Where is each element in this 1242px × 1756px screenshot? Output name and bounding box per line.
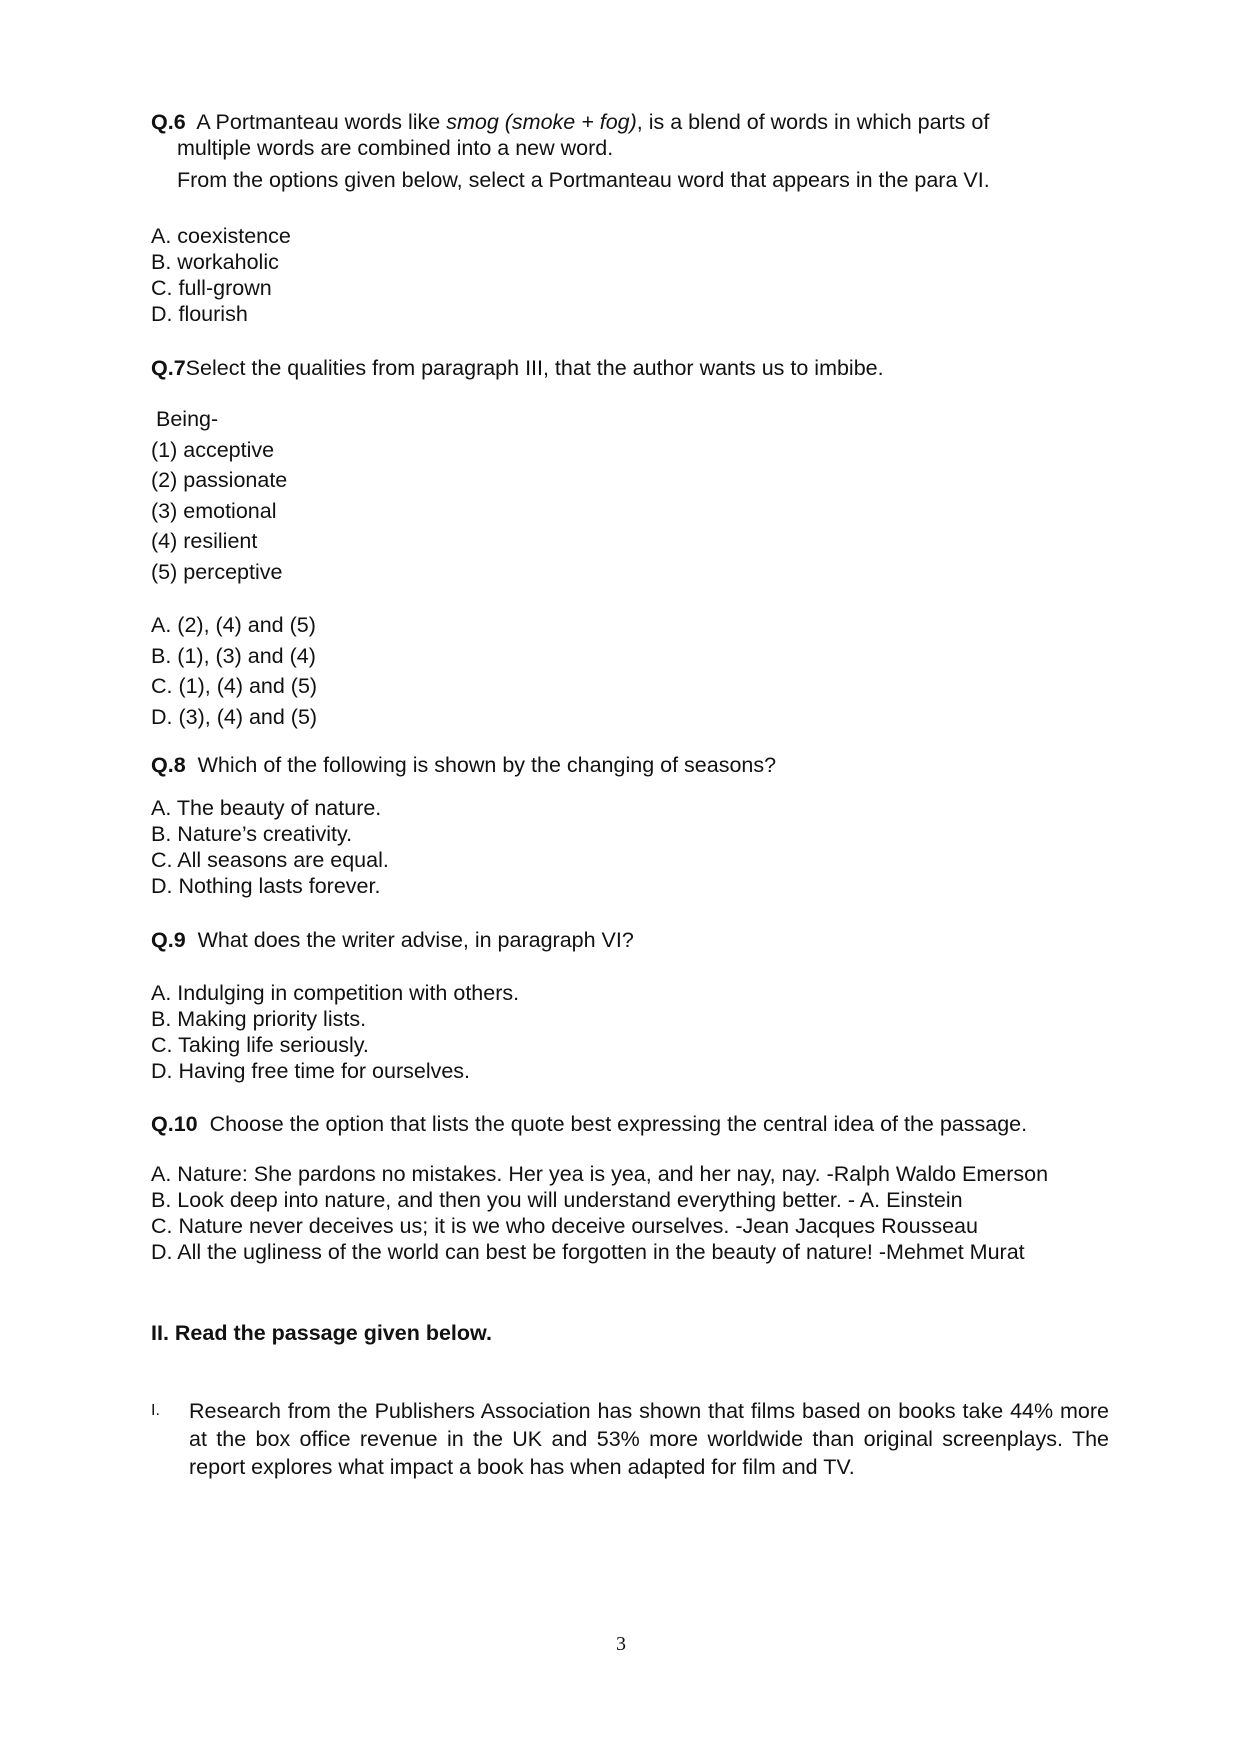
question-stem-line2: multiple words are combined into a new word.: [177, 136, 614, 160]
question-7-qualities: [151, 404, 1121, 587]
option-d: D. Having free time for ourselves.: [151, 1059, 471, 1083]
question-8: [151, 752, 1121, 778]
question-stem: A Portmanteau words like: [196, 110, 441, 134]
option-d: D. (3), (4) and (5): [151, 704, 318, 729]
paragraph-number: I.: [151, 1402, 160, 1419]
option-c: C. full-grown: [151, 276, 272, 300]
question-7: [151, 355, 1121, 381]
example-word: smog (smoke + fog): [446, 110, 637, 134]
question-stem: What does the writer advise, in paragraph VI?: [197, 928, 634, 952]
option-d: D. flourish: [151, 302, 248, 326]
section-heading: II. Read the passage given below.: [151, 1321, 492, 1345]
option-a: A. (2), (4) and (5): [151, 613, 316, 637]
option-c: C. All seasons are equal.: [151, 848, 389, 872]
question-6: [151, 109, 1121, 193]
question-stem: Select the qualities from paragraph III, that the author wants us to imbibe.: [185, 356, 884, 380]
option-c: C. Taking life seriously.: [151, 1033, 369, 1057]
question-8-options: [151, 795, 1121, 899]
question-stem-cont: , is a blend of words in which parts of: [636, 110, 990, 134]
quality-item: (2) passionate: [151, 468, 288, 492]
question-number: Q.10: [151, 1112, 198, 1136]
option-a: A. coexistence: [151, 224, 291, 248]
option-a: A. Nature: She pardons no mistakes. Her yea is yea, and her nay, nay. -Ralph Waldo Emerson: [151, 1162, 1049, 1186]
quality-item: (5) perceptive: [151, 559, 283, 584]
question-9-options: [151, 980, 1121, 1084]
quality-item: (4) resilient: [151, 529, 258, 553]
qualities-lead: Being-: [156, 407, 219, 431]
option-b: B. Making priority lists.: [151, 1007, 367, 1031]
option-b: B. Nature’s creativity.: [151, 822, 353, 846]
option-b: B. workaholic: [151, 250, 279, 274]
question-number: Q.6: [151, 110, 186, 134]
paragraph-text: Research from the Publishers Association has shown that films based on books take 44% more at the box office revenue in the UK and 53% more worldwide than original screenplays. The report explores what impact a book has when adapted for film and TV.: [189, 1399, 1109, 1479]
question-number: Q.8: [151, 753, 186, 777]
quality-item: (3) emotional: [151, 498, 277, 523]
question-6-options: [151, 223, 1121, 327]
question-9: [151, 927, 1121, 953]
option-a: A. The beauty of nature.: [151, 796, 382, 820]
question-instruction: From the options given below, select a Portmanteau word that appears in the para VI.: [177, 168, 990, 192]
question-10-options: [151, 1161, 1161, 1265]
option-c: C. Nature never deceives us; it is we who deceive ourselves. -Jean Jacques Rousseau: [151, 1214, 978, 1238]
option-b: B. Look deep into nature, and then you will understand everything better. - A. Einstein: [151, 1188, 963, 1212]
page-number: 3: [616, 1633, 626, 1655]
option-b: B. (1), (3) and (4): [151, 643, 316, 668]
question-7-options: [151, 610, 1121, 732]
option-d: D. All the ugliness of the world can best be forgotten in the beauty of nature! -Mehmet Murat: [151, 1240, 1025, 1264]
question-number: Q.9: [151, 928, 186, 952]
option-c: C. (1), (4) and (5): [151, 674, 318, 698]
question-10: [151, 1111, 1121, 1137]
question-stem: Choose the option that lists the quote best expressing the central idea of the passage.: [209, 1112, 1028, 1136]
question-number: Q.7: [151, 356, 186, 380]
option-d: D. Nothing lasts forever.: [151, 874, 381, 898]
question-stem: Which of the following is shown by the changing of seasons?: [197, 753, 777, 777]
quality-item: (1) acceptive: [151, 437, 275, 462]
option-a: A. Indulging in competition with others.: [151, 981, 520, 1005]
